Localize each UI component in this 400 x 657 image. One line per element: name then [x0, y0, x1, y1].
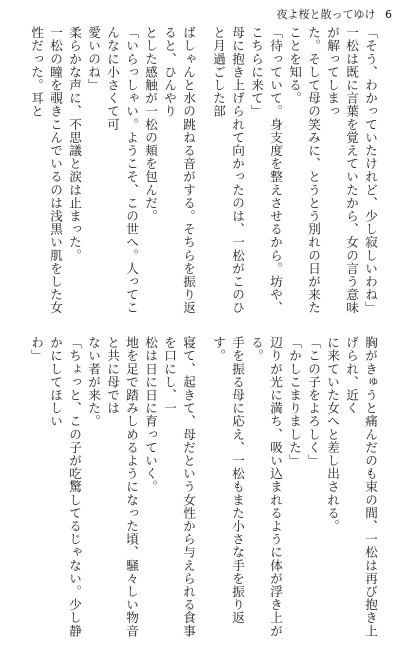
paragraph-line: わ」 — [29, 336, 44, 363]
paragraph-line: た。そして母の笑みに、とうとう別れの日が来たことを知る。 — [287, 26, 321, 315]
paragraph-line: 「いらっしゃい。ようこそ、この世へ。人ってこんなに小さくて可 — [105, 26, 139, 315]
running-header — [277, 6, 393, 22]
paragraph-line: 胸がきゅうと痛んだのも束の間、一松は再び抱き上げられ、近く — [344, 336, 378, 638]
paragraph-line: 「かしこまりました」 — [287, 336, 302, 467]
paragraph-line: ない者が来た。 — [86, 336, 101, 428]
paragraph-line: 柔らかな声に、不思議と涙は止まった。 — [67, 26, 82, 262]
paragraph-line: 「待っていて。身支度を整えさせるから。坊や、こちらに来て」 — [249, 26, 283, 315]
book-title: 夜よ桜と散ってゆけ — [276, 8, 376, 21]
lower-text-block — [194, 336, 380, 646]
paragraph-line: 一松は既に言葉を覚えていたから、女の言う意味が解ってしまっ — [325, 26, 359, 315]
paragraph-line: 松は日に日に育っていく。 — [143, 336, 158, 494]
paragraph-line: 「ちょっと、この子が吃驚してるじゃない。少し静かにしてほしい — [48, 336, 82, 638]
paragraph-line: 「そう、わかっていたけれど、少し寂しいわね」 — [363, 26, 378, 315]
paragraph-line: とした感触が一松の頬を包んだ。 — [143, 26, 158, 223]
paragraph-line: 手を振る母に応え、一松もまた小さな手を振り返す。 — [211, 336, 245, 625]
paragraph-line: 母に抱き上げられて向かったのは、一松がこのひと月過ごした部 — [211, 26, 245, 315]
paragraph-line: 寝て、起きて、母だという女性から与えられる食事を口にし、一 — [162, 336, 196, 638]
paragraph-line: 一松の瞳を覗きこんでいるのは浅黒い肌をした女性だった。耳と — [29, 26, 63, 315]
paragraph-line: に来ていた女へと差し出される。 — [325, 336, 340, 533]
page-number: 6 — [385, 8, 392, 21]
paragraph-line: 地を足で踏みしめるようになった頃、騒々しい物音と共に母では — [105, 336, 139, 638]
paragraph-line: 愛いのね」 — [86, 26, 101, 92]
paragraph-line: 「この子をよろしく」 — [306, 336, 321, 467]
upper-text-block — [194, 26, 380, 326]
lower-left-block — [8, 336, 198, 646]
paragraph-line: 辺りが光に満ち、吸い込まれるように体が浮き上がる。 — [249, 336, 283, 638]
upper-left-block — [8, 26, 198, 326]
paragraph-line: ばしゃんと水の跳ねる音がする。そちらを振り返ると、ひんやり — [162, 26, 196, 315]
